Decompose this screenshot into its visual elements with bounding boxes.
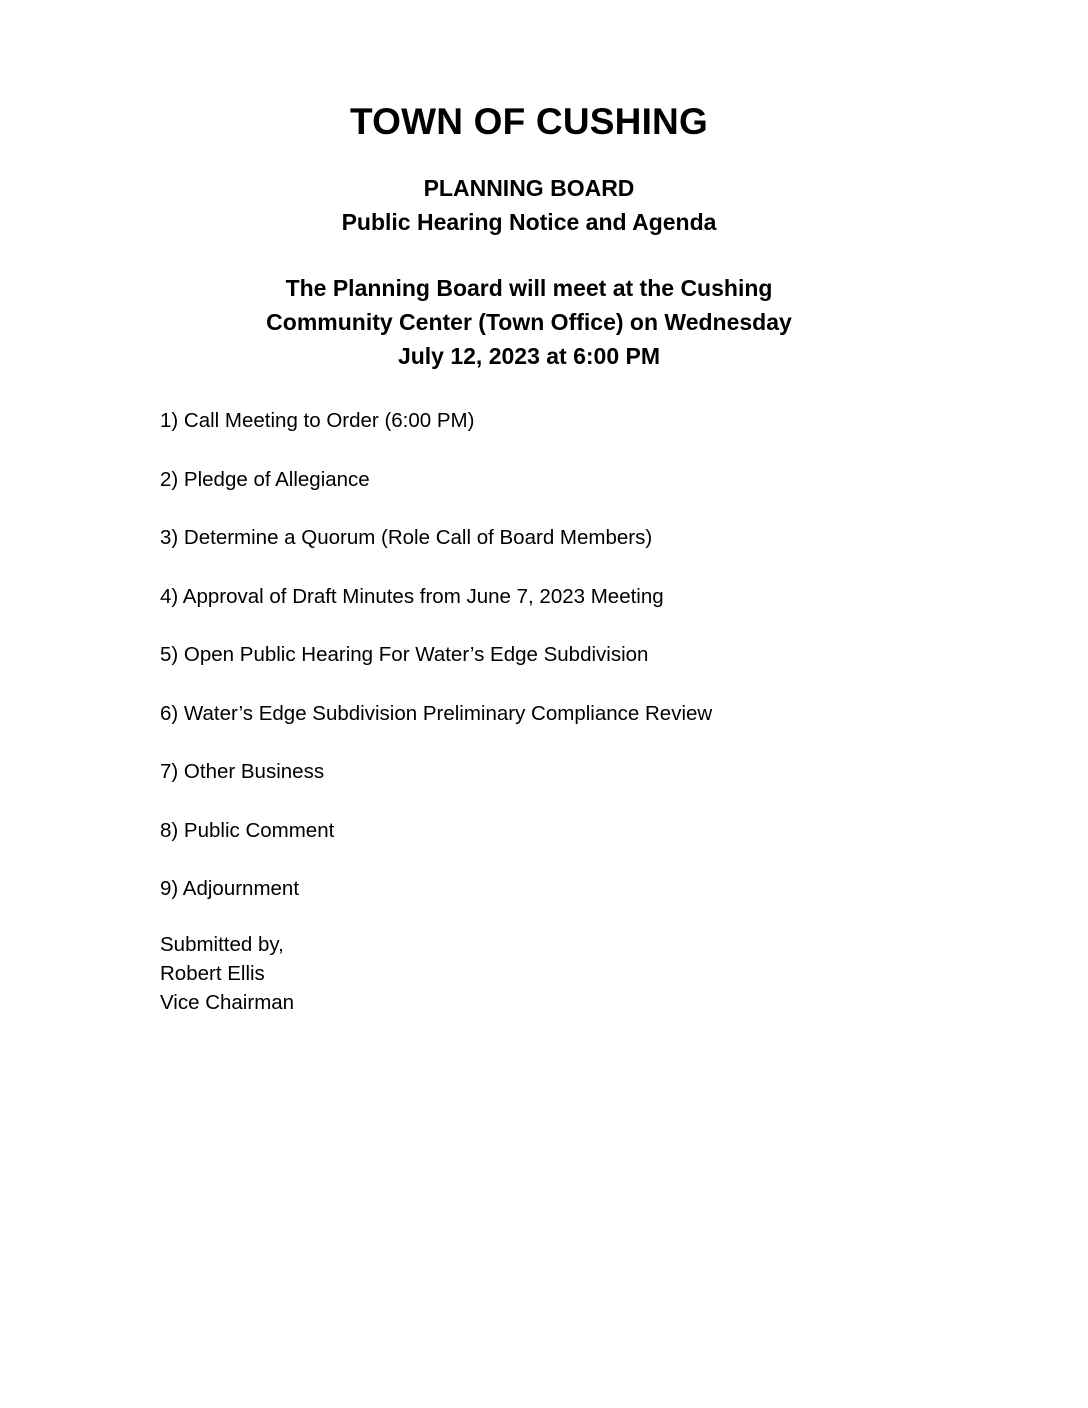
agenda-item: 7) Other Business (160, 760, 325, 783)
meeting-line: Community Center (Town Office) on Wednesday (266, 309, 792, 335)
agenda-item: 9) Adjournment (160, 877, 300, 900)
agenda-item: 4) Approval of Draft Minutes from June 7, 2023 Meeting (160, 584, 664, 608)
meeting-announcement (0, 271, 1058, 373)
agenda-item: 2) Pledge of Allegiance (160, 467, 370, 491)
signer-role: Vice Chairman (160, 991, 295, 1014)
meeting-line: July 12, 2023 at 6:00 PM (397, 343, 661, 369)
meeting-line: The Planning Board will meet at the Cushing (285, 275, 773, 301)
agenda-item: 6) Water’s Edge Subdivision Preliminary Compliance Review (160, 701, 713, 725)
agenda-item: 8) Public Comment (160, 818, 335, 842)
agenda-list (160, 405, 712, 932)
board-name: PLANNING BOARD (423, 175, 635, 201)
signature-block (160, 930, 294, 1017)
agenda-item: 5) Open Public Hearing For Water’s Edge Subdivision (160, 643, 649, 666)
signer-name: Robert Ellis (160, 962, 265, 985)
agenda-item: 3) Determine a Quorum (Role Call of Board Members) (160, 526, 653, 549)
document-title: TOWN OF CUSHING (350, 101, 708, 142)
submitted-by-label: Submitted by, (160, 933, 284, 956)
agenda-item: 1) Call Meeting to Order (6:00 PM) (160, 409, 475, 432)
notice-heading: Public Hearing Notice and Agenda (341, 209, 717, 235)
